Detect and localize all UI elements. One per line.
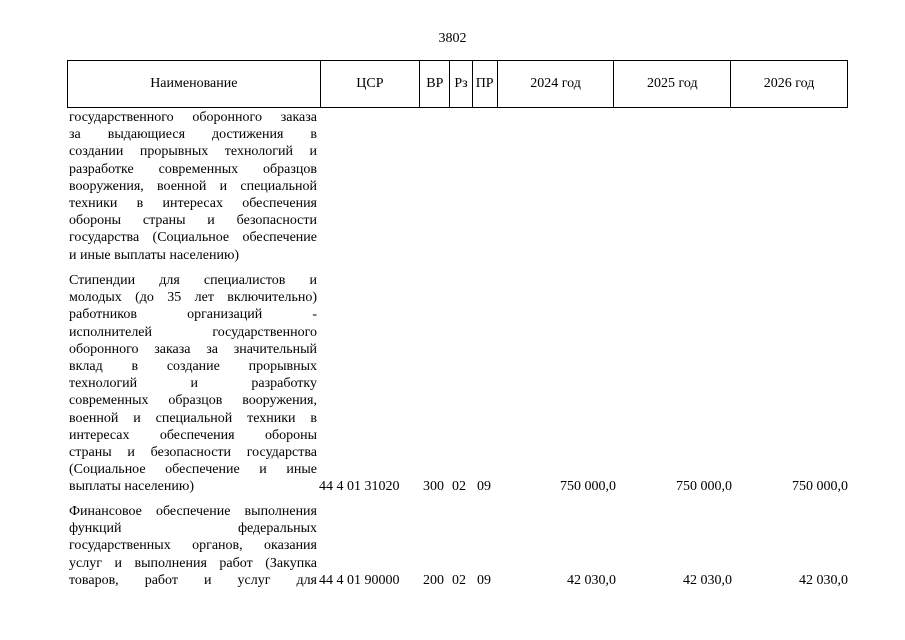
row-2-line-4: товаров, работ и услуг для <box>69 572 317 588</box>
row-1-rz: 02 <box>452 479 466 494</box>
row-0-line-1: за выдающиеся достижения в <box>69 127 317 143</box>
header-name: Наименование <box>68 61 321 108</box>
table-header <box>67 60 848 108</box>
header-csr: ЦСР <box>320 61 420 108</box>
row-1-line-10: страны и безопасности государства <box>69 445 317 461</box>
table-row-0-name <box>69 109 317 264</box>
row-2-2026: 42 030,0 <box>799 573 848 588</box>
row-0-line-2: создании прорывных технологий и <box>69 144 317 160</box>
row-1-line-4: оборонного заказа за значительный <box>69 341 317 357</box>
row-1-csr: 44 4 01 31020 <box>319 479 400 494</box>
row-1-vr: 300 <box>423 479 444 494</box>
row-2-2024: 42 030,0 <box>567 573 616 588</box>
row-0-line-5: техники в интересах обеспечения <box>69 196 317 212</box>
header-2025: 2025 год <box>614 61 731 108</box>
row-0-line-7: государства (Социальное обеспечение <box>69 230 317 246</box>
row-2-vr: 200 <box>423 573 444 588</box>
row-1-pr: 09 <box>477 479 491 494</box>
row-1-line-12: выплаты населению) <box>69 479 194 495</box>
row-2-pr: 09 <box>477 573 491 588</box>
row-1-2025: 750 000,0 <box>676 479 732 494</box>
row-2-line-3: услуг и выполнения работ (Закупка <box>69 555 317 571</box>
row-0-line-6: обороны страны и безопасности <box>69 213 317 229</box>
row-1-line-2: работников организаций - <box>69 307 317 323</box>
row-1-line-5: вклад в создание прорывных <box>69 359 317 375</box>
row-0-line-0: государственного оборонного заказа <box>69 110 317 125</box>
row-1-2024: 750 000,0 <box>560 479 616 494</box>
row-0-line-8: и иные выплаты населению) <box>69 247 240 263</box>
row-1-line-0: Стипендии для специалистов и <box>69 273 317 288</box>
table-row-2-name <box>69 503 317 589</box>
row-1-line-11: (Социальное обеспечение и иные <box>69 462 317 478</box>
row-2-2025: 42 030,0 <box>683 573 732 588</box>
row-1-line-8: военной и специальной техники в <box>69 410 317 426</box>
header-2024: 2024 год <box>497 61 614 108</box>
row-1-line-9: интересах обеспечения обороны <box>69 427 317 443</box>
row-1-line-3: исполнителей государственного <box>69 324 317 340</box>
row-0-line-3: разработке современных образцов <box>69 161 317 177</box>
row-1-line-7: современных образцов вооружения, <box>69 393 317 409</box>
row-2-line-2: государственных органов, оказания <box>69 538 317 554</box>
table-row-1-name <box>69 272 317 496</box>
row-1-line-1: молодых (до 35 лет включительно) <box>69 290 317 306</box>
row-2-rz: 02 <box>452 573 466 588</box>
row-2-line-1: функций федеральных <box>69 521 317 537</box>
header-rz: Рз <box>450 61 472 108</box>
page-number: 3802 <box>438 31 467 46</box>
row-0-line-4: вооружения, военной и специальной <box>69 178 317 194</box>
row-2-csr: 44 4 01 90000 <box>319 573 400 588</box>
header-2026: 2026 год <box>731 61 848 108</box>
row-1-2026: 750 000,0 <box>792 479 848 494</box>
header-vr: ВР <box>420 61 450 108</box>
header-pr: ПР <box>472 61 497 108</box>
row-1-line-6: технологий и разработку <box>69 376 317 392</box>
row-2-line-0: Финансовое обеспечение выполнения <box>69 504 317 519</box>
